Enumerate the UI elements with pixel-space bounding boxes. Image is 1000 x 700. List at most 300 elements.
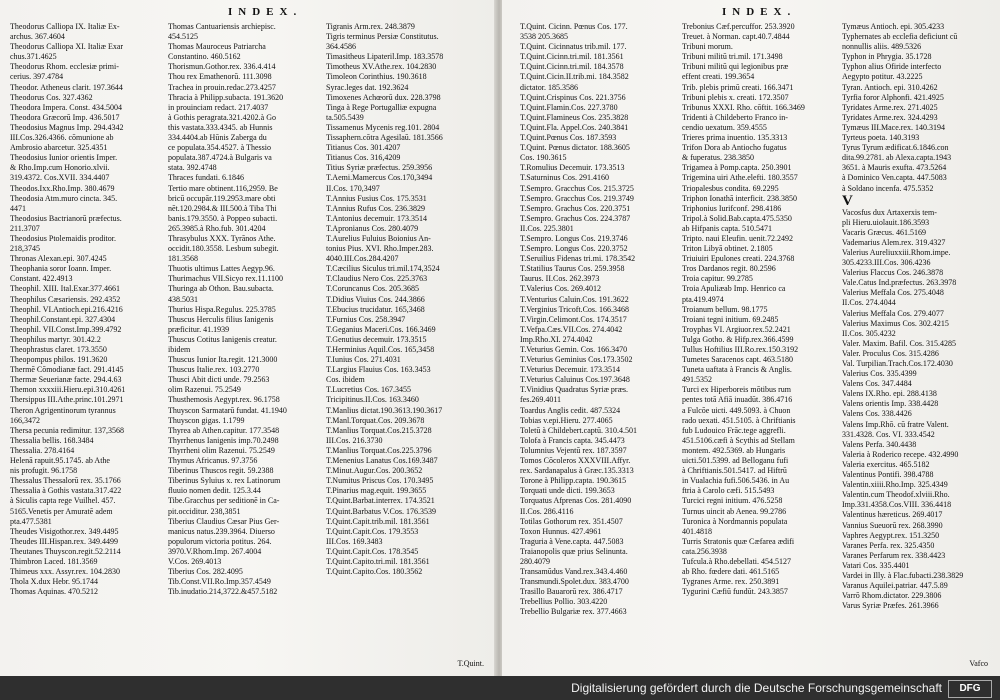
index-entry: Transamūdus Vand.rex.343.4.460 <box>520 567 628 577</box>
index-entry: T.Didius Viuius Cos. 244.3866 <box>326 294 425 304</box>
index-entry: Toletū à Childebert.captū. 310.4.501 <box>520 425 637 435</box>
index-entry: Theodora Græcorū Imp. 436.5017 <box>10 112 120 122</box>
index-entry: 491.5352 <box>682 375 712 385</box>
index-entry: Syrac.leges dat. 192.3624 <box>326 82 409 92</box>
index-entry: rex. Sardanapalus à Græc.135.3313 <box>520 466 634 476</box>
index-entry: Vacaris Græcus. 461.5169 <box>842 227 926 237</box>
index-entry: ibidem <box>168 345 191 354</box>
index-entry: Troia Apuliæab Imp. Henrico ca <box>682 284 786 294</box>
index-entry: T.Quint.Cicinn.tri.mil. 181.3561 <box>520 52 624 62</box>
index-entry: Troianum bellum. 98.1775 <box>682 304 768 314</box>
index-entry: Trib. plebis primū creati. 166.3471 <box>682 82 794 92</box>
index-entry: 166,3472 <box>10 415 40 425</box>
index-entry: T.Quint.Capito.tri.mil. 181.3561 <box>326 556 430 566</box>
index-entry: Thrasybulus XXX. Tyrānos Athe. <box>168 233 276 243</box>
index-entry: Valer. Proculus Cos. 315.4286 <box>842 348 939 358</box>
index-entry: T.Saturninus Cos. 291.4160 <box>520 173 609 183</box>
index-entry: Thuringa ab Othon. Bau.subacta. <box>168 284 274 294</box>
dfg-logo: DFG <box>948 680 992 698</box>
index-entry: Theophrastus claret. 173.3550 <box>10 345 107 354</box>
index-entry: Tiberius Cos. 282.4095 <box>168 567 243 577</box>
index-entry: V <box>842 193 853 208</box>
index-entry: pit.occiditur. 238,3851 <box>168 506 241 516</box>
index-entry: Thuotis ultimus Lattes Aegyp.96. <box>168 264 275 274</box>
index-entry: V.Cos. 269.4013 <box>168 556 222 566</box>
index-entry: Troiani tegni initium. 69.2485 <box>682 314 779 324</box>
index-entry: T.Quint. Cicinn. Pœnus Cos. 177. <box>520 22 628 31</box>
index-entry: Titius Syriæ præfectus. 259.3956 <box>326 163 433 173</box>
index-entry: Tribuni morum. <box>682 42 733 52</box>
index-entry: II.Cos. 170,3497 <box>326 183 380 193</box>
index-entry: Tyrfia foror Alphonfi. 421.4925 <box>842 92 944 102</box>
index-entry: Thomas Aquinas. 470.5212 <box>10 587 98 597</box>
index-entry: Themon xxxxiii.Hieru.epi.310.4261 <box>10 385 126 395</box>
index-entry: Theophilus martyr. 301.42.2 <box>10 334 101 344</box>
index-entry: Thuscus Herculis filius Ianigenis <box>168 314 274 324</box>
index-entry: II.Cos. 305.4232 <box>842 328 896 338</box>
index-entry: T.Veturius Geminius Cos.173.3502 <box>520 355 633 365</box>
index-entry: T.Largius Flauius Cos. 163.3453 <box>326 365 431 375</box>
index-entry: Tolumnius Vejentū rex. 187.3597 <box>520 445 627 455</box>
index-entry: Thola X.dux Hebr. 95.1744 <box>10 577 98 587</box>
index-entry: Traguria à Vene.capta. 447.5083 <box>520 536 624 546</box>
index-entry: Tiberinus Thuscos regit. 59.2388 <box>168 466 274 476</box>
index-entry: Trigemina uiri Athe.elefti. 180.3557 <box>682 173 798 183</box>
index-entry: Torquatus Afprenas Cos. 281.4090 <box>520 496 632 506</box>
index-entry: præficitur. 41.1939 <box>168 324 230 334</box>
footer-credit: Digitalisierung gefördert durch die Deutsche Forschungsgemeinschaft <box>571 681 942 695</box>
index-entry: Tuneta uaftata à Francis & Anglis. <box>682 365 792 375</box>
index-entry: Triuiuiri Epulones creati. 224.3768 <box>682 254 795 264</box>
index-entry: Valens IX.Rho. epi. 288.4138 <box>842 389 937 399</box>
index-entry: fluuio nomen dedit. 125.3.44 <box>168 486 261 496</box>
index-entry: Trieres prima inuentio. 135.3313 <box>682 133 788 143</box>
index-entry: T.Sempro. Grachus Cos. 224.3787 <box>520 213 631 223</box>
index-entry: Vacosfus dux Artaxerxis tem- <box>842 207 937 217</box>
index-entry: Trebellius Pollio. 303.4220 <box>520 597 608 607</box>
index-entry: T.Coruncanus Cos. 205.3685 <box>326 284 419 294</box>
index-entry: Valens Cos. 347.4484 <box>842 379 912 389</box>
index-entry: T.Herminius Aquil.Cos. 165,3458 <box>326 345 435 354</box>
index-entry: Tripto. naui Eleufin. uenit.72.2492 <box>682 233 794 243</box>
index-entry: Valerius Maximus Cos. 302.4215 <box>842 318 949 328</box>
index-entry: Thessalia à Gothis vastata.317.422 <box>10 486 122 496</box>
index-entry: Trebonius Cæf.percuffor. 253.3920 <box>682 22 795 31</box>
index-entry: Trebellio Bulgariæ rex. 377.4663 <box>520 607 627 617</box>
page-header: INDEX. <box>228 6 303 18</box>
index-entry: olim Razenui. 75.2549 <box>168 385 241 395</box>
index-entry: Thurius Hispa.Regulus. 225.3785 <box>168 304 276 314</box>
index-entry: Theodor. Atheneus clarit. 197.3644 <box>10 82 123 92</box>
index-entry: Valerius Cos. 335.4399 <box>842 369 917 379</box>
index-entry: Tyran. Antioch. epi. 310.4262 <box>842 82 938 92</box>
index-entry: Tibe.Gracchus per seditionē in Ca- <box>168 496 280 506</box>
index-entry: T.Quint.Capit.Cos. 179.3553 <box>326 526 419 536</box>
index-entry: T.Sempro. Longus Cos. 220.3752 <box>520 244 628 254</box>
index-entry: Thermē Cōmodianæ fact. 291.4145 <box>10 365 124 375</box>
index-entry: Theophil. XIII. Ital.Exar.377.4661 <box>10 284 120 294</box>
index-entry: Tomos Cōcoleros XXXVIII.Affyr. <box>520 456 631 466</box>
index-entry: Thermæ Seuerianæ facte. 294.4.63 <box>10 375 122 385</box>
index-entry: pentes totā Afiā inuadūt. 386.4716 <box>682 395 793 405</box>
index-entry: cerius. 397.4784 <box>10 72 64 82</box>
index-entry: Typhernates ab ecclefia deficiunt cū <box>842 32 958 42</box>
index-entry: Thomas Mauroceus Patriarcha <box>168 42 266 52</box>
index-entry: T.Valerius Cos. 269.4012 <box>520 284 601 294</box>
index-entry: nēt.120.2984.& III.500.à Tiba Thi <box>168 203 277 213</box>
index-entry: Turonica à Nordmannis populata <box>682 516 788 526</box>
index-entry: Toxon Hunnus. 427.4961 <box>520 526 602 536</box>
index-entry: Traianopolis quæ prius Selinunta. <box>520 546 628 556</box>
index-entry: nonnullis aliis. 489.5326 <box>842 42 922 52</box>
index-entry: à Soldano incenfa. 475.5352 <box>842 183 934 193</box>
index-entry: chus.371.4625 <box>10 52 57 62</box>
index-entry: 5165.Venetis per Amuratē adem <box>10 506 113 516</box>
index-entry: dita.99.2781. ab Alexa.capta.1943 <box>842 153 952 163</box>
index-entry: Thersa pecunia redimitur. 137,3568 <box>10 425 124 435</box>
index-entry: T.Veturius Caluinus Cos.197.3648 <box>520 375 630 385</box>
index-entry: Toardus Anglis cedit. 487.5324 <box>520 405 621 415</box>
index-entry: 280.4079 <box>520 556 550 566</box>
index-entry: T.Quint.Capit.Cos. 178.3545 <box>326 546 419 556</box>
index-entry: 319.4372. Cos.XVII. 334.4407 <box>10 173 110 183</box>
index-entry: T.Quint.Cicin.II.trib.mi. 184.3582 <box>520 72 629 82</box>
index-entry: Totilas Gothorum rex. 351.4507 <box>520 516 623 526</box>
index-entry: Varrō Rhom.dictator. 229.3806 <box>842 591 942 601</box>
index-entry: T.Quint.Cicinn.tri.mil. 184.3578 <box>520 62 624 72</box>
index-entry: Thymus Africanus. 97.3756 <box>168 456 258 466</box>
index-entry: populorum victoria potitus. 264. <box>168 536 272 546</box>
index-entry: T.Aemi.Mamercus Cos.170,3494 <box>326 173 433 183</box>
index-entry: T.Apronianus Cos. 280.4079 <box>326 223 419 233</box>
index-entry: 331.4328. Cos. VI. 333.4542 <box>842 429 935 439</box>
index-entry: T.Claudius Nero Cos. 225.3763 <box>326 274 428 284</box>
index-entry: Vaphres Aegypt.rex. 151.3250 <box>842 530 940 540</box>
index-entry: Thessalia. 278.4164 <box>10 445 75 455</box>
index-entry: Tygurini Cæfiū fundūt. 243.3857 <box>682 587 788 597</box>
index-entry: Ambrosio abarcetur. 325.4351 <box>10 143 108 153</box>
index-entry: Trigamea à Pomp.capta. 250.3901 <box>682 163 792 173</box>
index-entry: Timoleon Corinthius. 190.3618 <box>326 72 427 82</box>
index-entry: 3538 205.3685 <box>520 32 568 42</box>
catchword: Vafco <box>969 659 988 668</box>
index-entry: T.Cæcilius Siculus tri.mil.174,3524 <box>326 264 440 274</box>
index-entry: a Fulcōe uicti. 449.5093. à Chuon <box>682 405 791 415</box>
index-entry: 3970.V.Rhom.Imp. 267.4004 <box>168 546 262 556</box>
index-entry: 451.5106.cæfi à Scythis ad Stellam <box>682 435 795 445</box>
index-entry: Thurimachus VII.Sicyo rex.11.1100 <box>168 274 284 284</box>
index-entry: Turris Stratonis quæ Cæfarea ædifi <box>682 536 795 546</box>
index-entry: Thessalia bellis. 168.3484 <box>10 435 94 445</box>
index-entry: T.Manl.Torquat.Cos. 209.3678 <box>326 415 425 425</box>
index-entry: Tulga Gotho. & Hifp.rex.366.4599 <box>682 334 794 344</box>
index-entry: T.Annius Rufus Cos. 236.3829 <box>326 203 425 213</box>
index-entry: Troia capitur. 99.2785 <box>682 274 753 284</box>
index-entry: effent creati. 199.3654 <box>682 72 755 82</box>
index-entry: Timasitheus Lipateril.Imp. 183.3578 <box>326 52 444 62</box>
index-entry: III.Cos.326.4366. cōmunione ab <box>10 133 114 143</box>
index-entry: Aegypto potitur. 43.2225 <box>842 72 923 82</box>
index-entry: T.Quint.Flamin.Cos. 227.3780 <box>520 102 618 112</box>
index-entry: Timoxenes Achœorū dux. 228.3798 <box>326 92 441 102</box>
index-entry: Valens Perfa. 340.4438 <box>842 439 917 449</box>
index-entry: Val. Turpilian.Trach.Cos.172.4030 <box>842 359 953 368</box>
index-entry: T.Genutius decemuir. 173.3515 <box>326 334 427 344</box>
index-entry: T.Quint.Pœnus Cos. 187.3593 <box>520 133 617 143</box>
index-entry: Tiberinus Syluius x. rex Latinorum <box>168 476 281 486</box>
index-entry: Tumetes Saracenos capt. 463.5180 <box>682 355 794 365</box>
index-entry: & Rho.Imp.cum Honorio.xlvii. <box>10 163 110 173</box>
index-entry: Constantino. 460.5162 <box>168 52 241 62</box>
index-entry: T.Menenius Lanatus Cos.169.3487 <box>326 456 438 466</box>
index-entry: T.Furnius Cos. 258.3947 <box>326 314 406 324</box>
index-entry: Theudes Visigothor.rex. 349.4495 <box>10 526 119 536</box>
index-entry: Valeria à Roderico recepe. 432.4990 <box>842 449 959 459</box>
index-entry: Trasillo Bauarorū rex. 386.4717 <box>520 587 623 597</box>
index-entry: Theodorus Rhom. ecclesiæ primi- <box>10 62 119 72</box>
index-entry: occidit.180.3558. Lesbum subegit. <box>168 244 279 254</box>
index-entry: pta.419.4974 <box>682 294 724 304</box>
index-entry: Theodosia Atm.muro cincta. 345. <box>10 193 118 203</box>
index-entry: II.Cos. 225.3801 <box>520 223 574 233</box>
index-entry: T.Quint.Fla. Appel.Cos. 240.3841 <box>520 122 629 132</box>
index-entry: Turcici regni initium. 476.5258 <box>682 496 783 506</box>
index-entry: Theopompus philos. 191.3620 <box>10 355 108 365</box>
index-entry: Tullus Hoftilius III.Ro.rex.150.3192 <box>682 345 799 354</box>
index-entry: Tyridates Arme.rex. 324.4293 <box>842 112 938 122</box>
index-entry: Theophil. VII.Const.Imp.399.4792 <box>10 324 122 334</box>
index-entry: Tribuni plebis x. creati. 172.3507 <box>682 92 789 102</box>
index-entry: T.Veturius Decemuir. 173.3514 <box>520 365 621 375</box>
index-entry: Thraces fundati. 6.1846 <box>168 173 244 183</box>
index-entry: & fuperatus. 238.3850 <box>682 153 754 163</box>
index-entry: Tyrus Tyrum ædificat.6.1846.con <box>842 143 949 153</box>
index-entry: T.Quint. Pœnus dictator. 188.3605 <box>520 143 630 153</box>
index-entry: Cos. ibidem <box>326 375 365 385</box>
index-entry: Vademarius Alem.rex. 319.4327 <box>842 237 946 247</box>
index-entry: T.Vinidius Quadratus Syriæ præs. <box>520 385 629 395</box>
index-entry: Thronas Alexan.epi. 307.4245 <box>10 254 107 264</box>
index-entry: Thuscus Italie.rex. 103.2770 <box>168 365 260 375</box>
index-entry: Triton Libyā obtinet. 2.1805 <box>682 244 773 254</box>
index-entry: Valens orientis Imp. 338.4428 <box>842 399 939 409</box>
index-entry: Trachea in prouin.redac.273.4257 <box>168 82 276 92</box>
index-entry: III.Cos. 169.3483 <box>326 536 383 546</box>
index-column <box>520 22 670 618</box>
index-entry: ce populata.354.4527. à Thessio <box>168 143 271 153</box>
index-entry: Tib.Const.VII.Ro.Imp.357.4549 <box>168 577 271 587</box>
index-entry: Thyrea ab Athen.capitur. 177.3548 <box>168 425 280 435</box>
page-header: INDEX. <box>722 6 797 18</box>
index-entry: T.Quint.Barbat.interrex. 174.3521 <box>326 496 435 506</box>
index-entry: Theodosius Iunior orientis Imper. <box>10 153 118 163</box>
index-entry: this vastata.333.4345. ab Hunnis <box>168 122 273 132</box>
index-entry: T.Sempro. Gracchus Cos. 215.3725 <box>520 183 634 193</box>
index-entry: Thyrrheni olim Razenui. 75.2549 <box>168 445 275 455</box>
index-entry: T.Numitus Priscus Cos. 170.3495 <box>326 476 434 486</box>
index-entry: Titianus Cos. 301.4207 <box>326 143 401 153</box>
index-entry: dictator. 185.3586 <box>520 82 578 92</box>
index-entry: Tigris terminus Persiæ Constitutus. <box>326 32 439 42</box>
index-entry: T.Quint.Capito.Cos. 180.3562 <box>326 567 423 577</box>
index-entry: Theodosius Ptolemaidis proditor. <box>10 233 116 243</box>
index-entry: Valer. Maxim. Bafil. Cos. 315.4285 <box>842 338 956 348</box>
index-entry: Valerius Aureliuxxiii.Rhom.impe. <box>842 247 951 257</box>
index-entry: Tymæus Antioch. epi. 305.4233 <box>842 22 945 31</box>
index-entry: ta.505.5439 <box>326 112 364 122</box>
index-entry: 334.4404.ab Hūnis Zaberga du <box>168 133 267 143</box>
index-entry: Varus Syriæ Præfes. 261.3966 <box>842 601 939 611</box>
index-entry: Tymæus III.Mace.rex. 140.3194 <box>842 122 945 132</box>
index-entry: Tribunus XXXI. Rho. cōftit. 166.3469 <box>682 102 805 112</box>
index-entry: T.Quint.Capit.trib.mil. 181.3561 <box>326 516 430 526</box>
index-entry: Tigranis Arm.rex. 248.3879 <box>326 22 415 31</box>
index-entry: T.Lucretius Cos. 167.3455 <box>326 385 411 395</box>
index-entry: Theodorus Cos. 327.4362 <box>10 92 93 102</box>
index-entry: Cos. 190.3615 <box>520 153 567 163</box>
index-entry: Taurus. II.Cos. 262.3973 <box>520 274 600 284</box>
index-entry: populata.387.4724.à Bulgaris va <box>168 153 272 163</box>
index-entry: 211.3707 <box>10 223 40 233</box>
index-entry: Timotheus XV.Athe.rex. 104.2830 <box>326 62 437 72</box>
index-entry: Thorismun.Gothor.rex. 336.4.414 <box>168 62 276 72</box>
index-entry: Thimeus xxx. Assyr.rex. 104.2830 <box>10 567 120 577</box>
index-entry: Theodorus Calliopa IX. Italiæ Ex- <box>10 22 120 31</box>
index-entry: Vardei in Illy. à Flac.fubacti.238.3829 <box>842 570 964 580</box>
index-entry: ab Hifpanis capta. 510.5471 <box>682 223 772 233</box>
index-entry: Tribuni militū qui legionibus præ <box>682 62 789 72</box>
index-entry: pta.477.5381 <box>10 516 52 526</box>
index-entry: Treuet. à Norman. capt.40.7.4844 <box>682 32 790 42</box>
index-entry: Thyrrhenus Ianigenis imp.70.2498 <box>168 435 279 445</box>
index-column <box>10 22 160 597</box>
index-entry: Typhon in Phrygia. 35.1728 <box>842 52 932 62</box>
index-entry: T.Quint. Cicinnatus trib.mil. 177. <box>520 42 627 52</box>
index-entry: à Dominico Ven.capta. 447.5083 <box>842 173 947 183</box>
index-entry: stata. 392.4748 <box>168 163 217 173</box>
index-entry: Torone à Philipp.capta. 190.3615 <box>520 476 627 486</box>
index-entry: nis profugit. 96.1758 <box>10 466 78 476</box>
index-entry: Theodosius Magnus Imp. 294.4342 <box>10 122 124 132</box>
index-entry: Thuscus Iunior Ita.regit. 121.3000 <box>168 355 278 365</box>
index-entry: Tolofa à Francis capta. 345.4473 <box>520 435 625 445</box>
index-entry: 3651. à Mauris exufta. 473.5264 <box>842 163 947 173</box>
index-entry: II.Cos. 286.4116 <box>520 506 574 516</box>
index-entry: 181.3568 <box>168 254 198 264</box>
index-entry: Triphonius Iurifconf. 298.4186 <box>682 203 782 213</box>
left-page <box>0 0 496 676</box>
index-entry: T.Ebucius trucidatur. 165,3468 <box>326 304 425 314</box>
index-entry: III.Cos. 216.3730 <box>326 435 383 445</box>
index-entry: Thusthemosis Aegypt.rex. 96.1758 <box>168 395 280 405</box>
index-entry: Varanes Perfa. rex. 325.4350 <box>842 540 935 550</box>
index-entry: à Gothis peragrata.321.4202.à Go <box>168 112 276 122</box>
index-entry: Thusci Abit dicti unde. 79.2563 <box>168 375 270 385</box>
index-entry: T.Pinarius mag.equit. 199.3655 <box>326 486 427 496</box>
index-entry: T.Manlius Torquat.Cos.225.3796 <box>326 445 432 455</box>
index-entry: Theodosius Bactrianorū præfectus. <box>10 213 122 223</box>
index-entry: Valeria exercitus. 465.5182 <box>842 459 930 469</box>
index-entry: Thomas Cantuariensis archiepisc. <box>168 22 276 31</box>
index-entry: II.Cos. 274.4044 <box>842 298 896 308</box>
index-entry: in Vualachia fufi.506.5436. in Au <box>682 476 790 486</box>
index-entry: T.Seruilius Fidenas tri.mi. 178.3542 <box>520 254 636 264</box>
index-entry: Thuyscon gigas. 1.1799 <box>168 415 245 425</box>
index-entry: Valentin.cum Theodof.xlviii.Rho. <box>842 490 950 500</box>
index-entry: T.Manlius Torquat.Cos.215.3728 <box>326 425 432 435</box>
index-entry: rado uexati. 451.5105. à Chriftianis <box>682 415 796 425</box>
index-entry: Theudes III.Hispan.rex. 349.4499 <box>10 536 118 546</box>
index-entry: Valens Cos. 338.4426 <box>842 409 912 419</box>
index-entry: T.Vefpa.Cæs.VII.Cos. 274.4042 <box>520 324 623 334</box>
index-entry: Helenā rapuit.95.1745. ab Athe <box>10 456 110 466</box>
index-entry: Titianus Cos. 316,4209 <box>326 153 401 163</box>
index-entry: Varanes Perfarum rex. 338.4423 <box>842 550 946 560</box>
index-entry: Triopalesbus condita. 69.2295 <box>682 183 779 193</box>
index-entry: Thimbron Laced. 181.3569 <box>10 556 98 566</box>
index-entry: T.Virgin.Celimont.Cos. 174.3517 <box>520 314 627 324</box>
index-entry: Vatari Cos. 335.4401 <box>842 560 910 570</box>
index-entry: Tobias v.epi.Hieru. 277.4065 <box>520 415 613 425</box>
index-entry: banis.179.3550. à Poppeo subacti. <box>168 213 278 223</box>
index-entry: Tyrteus poeta. 140.3193 <box>842 133 920 143</box>
index-entry: T.Quint.Crispinus Cos. 221.3756 <box>520 92 626 102</box>
index-entry: Valerius Meffala Cos. 275.4048 <box>842 288 944 298</box>
index-entry: Varanus Aquilei.patriar. 447.5.89 <box>842 581 948 591</box>
index-entry: 305.4233.III.Cos. 306.4236 <box>842 258 931 268</box>
index-entry: Tertio mare obtinent.116,2959. Be <box>168 183 278 193</box>
index-entry: Theron Agrigentinorum tyrannus <box>10 405 116 415</box>
index-entry: Triphon Ionathā interficit. 238.3850 <box>682 193 798 203</box>
index-entry: 4471 <box>10 203 26 213</box>
index-entry: in prouinciam redact. 217.4037 <box>168 102 269 112</box>
index-entry: Tiberius Claudius Cæsar Pius Ger- <box>168 516 280 526</box>
index-entry: Thessalus Thessalorū rex. 35.1766 <box>10 476 121 486</box>
index-entry: Vannius Sueuorū rex. 268.3990 <box>842 520 943 530</box>
index-entry: Valerius Flaccus Cos. 246.3878 <box>842 268 944 278</box>
index-entry: 454.5125 <box>168 32 198 42</box>
index-entry: Turnus uincit ab Aenea. 99.2786 <box>682 506 787 516</box>
index-entry: T.Minut.Augur.Cos. 200.3652 <box>326 466 423 476</box>
index-entry: T.Venturius Caluin.Cos. 191.3622 <box>520 294 629 304</box>
index-entry: Theophania soror Ioann. Imper. <box>10 264 112 274</box>
index-entry: Theodorus Calliopa XI. Italiæ Exar <box>10 42 124 52</box>
index-entry: cata.256.3938 <box>682 546 727 556</box>
index-entry: pli Hieru.uiolauit.186.3593 <box>842 217 930 227</box>
index-entry: Valentinus hæreticus. 269.4017 <box>842 510 943 520</box>
index-entry: T.Quint.Barbatus V.Cos. 176.3539 <box>326 506 437 516</box>
index-entry: Thersippus III.Athe.princ.101.2971 <box>10 395 124 405</box>
index-entry: Tissaphern.cōtra Agesilaū. 181.3566 <box>326 133 443 143</box>
index-entry: T.Sempro. Grachus Cos. 220.3751 <box>520 203 631 213</box>
index-entry: Trifon Dora ab Antiocho fugatus <box>682 143 787 153</box>
catchword: T.Quint. <box>457 659 484 668</box>
index-entry: fes.269.4011 <box>520 395 562 405</box>
index-entry: Theophilus Cæsariensis. 292.4352 <box>10 294 121 304</box>
index-entry: Tros Dardanos regit. 80.2596 <box>682 264 776 274</box>
index-entry: T.Sempro. Gracchus Cos. 219.3749 <box>520 193 634 203</box>
index-entry: Imp.331.4358.Cos.VIII. 336.4418 <box>842 500 952 510</box>
index-entry: Torquati unde dicti. 199.3653 <box>520 486 615 496</box>
index-entry: Typhon alius Ofiride interfecto <box>842 62 942 72</box>
index-entry: montem. 492.5369. ab Hungaris <box>682 445 786 455</box>
index-entry: Valentinus Pontifi. 398.4788 <box>842 470 934 480</box>
index-column <box>682 22 832 597</box>
index-entry: uicti.501.5399. ad Belloganu fufi <box>682 456 789 466</box>
index-entry: Constant. 422.4913 <box>10 274 73 284</box>
index-column <box>326 22 486 577</box>
index-entry: Tripol.à Solid.Bab.capta.475.5350 <box>682 213 792 223</box>
